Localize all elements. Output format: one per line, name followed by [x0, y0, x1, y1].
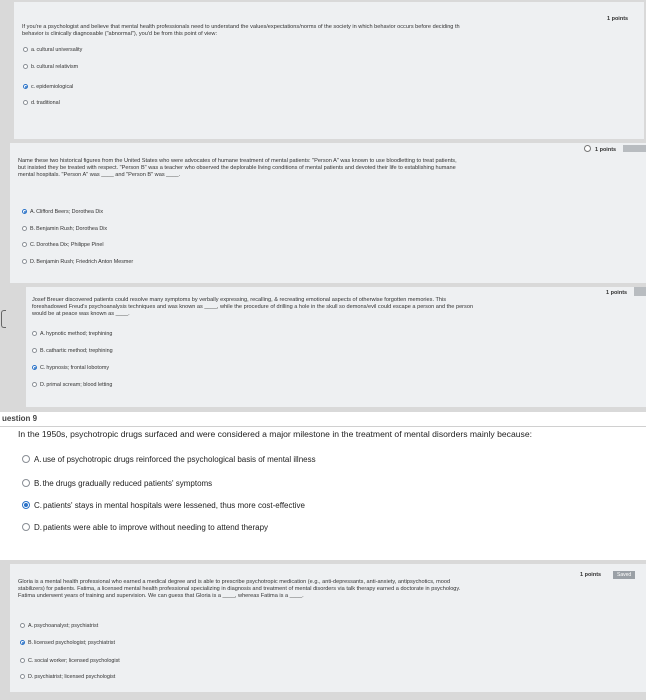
option-letter: D. [40, 381, 46, 388]
option-b[interactable] [32, 346, 113, 355]
question-card-4 [0, 412, 646, 560]
question-card-3 [26, 287, 646, 407]
radio-button[interactable] [22, 479, 30, 487]
option-a[interactable] [32, 329, 112, 338]
question-text [32, 297, 473, 318]
option-letter: C. [34, 500, 42, 510]
question-text-line: foreshadowed Freud's psychoanalysis techniques and was known as ____, while the procedure of drilling a hole in the skull so demons/evil could escape a person and the person [32, 304, 474, 310]
points-label: 1 points [606, 290, 628, 296]
option-label: Benjamin Rush; Friedrich Anton Mesmer [36, 258, 134, 265]
question-text-line: Name these two historical figures from the United States who were advocates of humane treatment of mental patients: "Person A" was known to use bloodletting to treat patients, [18, 158, 457, 164]
saved-indicator [623, 145, 646, 152]
option-letter: D. [30, 258, 36, 265]
question-text-line: Fatima underwent years of training and supervision. We can guess that Gloria is a ____, whereas Fatima is a ____. [18, 593, 304, 599]
points-label: 1 points [580, 572, 602, 578]
left-bracket [1, 310, 6, 328]
question-card-1 [14, 2, 644, 139]
option-d[interactable] [23, 98, 60, 107]
option-label: epidemiological [36, 83, 74, 90]
option-letter: B. [28, 639, 34, 646]
question-text-line: mental hospitals. "Person A" was ____ and "Person B" was ____. [18, 172, 181, 178]
flag-icon[interactable] [584, 145, 591, 152]
option-label: traditional [36, 99, 60, 106]
option-b[interactable] [23, 62, 78, 71]
radio-button[interactable] [32, 348, 37, 353]
saved-indicator: Saved [613, 571, 635, 579]
radio-button[interactable] [20, 658, 25, 663]
option-letter: a. [31, 46, 36, 53]
option-letter: b. [31, 63, 36, 70]
option-label: patients' stays in mental hospitals were lessened, thus more cost-effective [43, 500, 305, 510]
option-label: cultural relativism [36, 63, 79, 70]
divider [0, 426, 646, 427]
question-text: In the 1950s, psychotropic drugs surfaced and were considered a major milestone in the treatment of mental disorders mainly because: [18, 429, 532, 439]
option-label: hypnotic method; trephining [46, 330, 113, 337]
option-letter: C. [28, 657, 34, 664]
option-label: licensed psychologist; psychiatrist [34, 639, 115, 646]
radio-button-selected[interactable] [23, 84, 28, 89]
option-label: psychoanalyst; psychiatrist [34, 622, 99, 629]
radio-button-selected[interactable] [22, 209, 27, 214]
radio-button-selected[interactable] [20, 640, 25, 645]
radio-button[interactable] [20, 623, 25, 628]
question-number: uestion 9 [2, 414, 38, 423]
option-a[interactable] [23, 45, 82, 54]
question-text-line: would be at peace was known as ____. [32, 311, 130, 317]
option-letter: D. [28, 673, 34, 680]
option-letter: A. [30, 208, 36, 215]
option-label: psychiatrist; licensed psychologist [34, 673, 116, 680]
question-text-line: If you're a psychologist and believe that mental health professionals need to understand the values/expectations/norms of the society in which behavior occurs before deciding th [22, 24, 460, 30]
option-label: Dorothea Dix; Philippe Pinel [36, 241, 104, 248]
question-text [18, 579, 460, 600]
points-label: 1 points [595, 147, 617, 153]
option-label: social worker; licensed psychologist [34, 657, 120, 664]
option-d[interactable] [22, 257, 133, 266]
option-letter: B. [30, 225, 36, 232]
radio-button[interactable] [32, 331, 37, 336]
option-letter: C. [40, 364, 46, 371]
radio-button[interactable] [20, 674, 25, 679]
radio-button[interactable] [22, 455, 30, 463]
radio-button-selected[interactable] [32, 365, 37, 370]
option-c[interactable] [22, 240, 104, 249]
option-letter: B. [40, 347, 46, 354]
option-b[interactable] [20, 638, 115, 647]
option-label: hypnosis; frontal lobotomy [46, 364, 110, 371]
option-letter: d. [31, 99, 36, 106]
radio-button[interactable] [23, 100, 28, 105]
points-label: 1 points [607, 16, 629, 22]
saved-indicator [634, 287, 646, 296]
radio-button[interactable] [23, 47, 28, 52]
question-text-line: but insisted they be treated with respect. "Person B" was a teacher who observed the deplorable living conditions of mental patients and devoted their life to establishing humane [18, 165, 456, 171]
question-text-line: stabilizers) for patients. Fatima, a licensed mental health professional specializing in diagnosis and treatment of mental disorders via talk therapy earned a doctorate in psychology. [18, 586, 461, 592]
option-c[interactable] [32, 363, 109, 372]
radio-button-selected[interactable] [22, 501, 30, 509]
option-label: primal scream; blood letting [46, 381, 113, 388]
option-d[interactable] [32, 380, 112, 389]
option-letter: A. [28, 622, 34, 629]
option-d[interactable] [20, 672, 115, 681]
option-letter: A. [34, 454, 42, 464]
option-a[interactable] [20, 621, 98, 630]
radio-button[interactable] [32, 382, 37, 387]
option-a[interactable] [22, 207, 103, 216]
option-letter: C. [30, 241, 36, 248]
option-letter: D. [34, 522, 42, 532]
option-label: Benjamin Rush; Dorothea Dix [36, 225, 108, 232]
option-c[interactable] [23, 82, 73, 91]
option-b[interactable] [22, 477, 212, 489]
option-label: use of psychotropic drugs reinforced the psychological basis of mental illness [42, 454, 316, 464]
question-text-line: behavior is clinically diagnosable ("abnormal"), you'd be from this point of view: [22, 31, 218, 37]
question-text [18, 158, 457, 179]
radio-button[interactable] [22, 242, 27, 247]
option-c[interactable] [22, 499, 305, 511]
question-card-2 [10, 143, 646, 283]
question-card-5 [10, 564, 646, 692]
question-text-line: Josef Breuer discovered patients could resolve many symptoms by verbally expressing, recalling, & recreating emotional aspects of otherwise forgotten memories. This [32, 297, 447, 303]
radio-button[interactable] [22, 259, 27, 264]
radio-button[interactable] [23, 64, 28, 69]
option-a[interactable] [22, 453, 316, 465]
option-label: patients were able to improve without needing to attend therapy [43, 522, 269, 532]
option-label: the drugs gradually reduced patients' symptoms [42, 478, 213, 488]
option-letter: c. [31, 83, 36, 90]
option-label: cathartic method; trephining [46, 347, 113, 354]
question-text [22, 24, 460, 38]
option-label: Clifford Beers; Dorothea Dix [36, 208, 104, 215]
option-letter: B. [34, 478, 42, 488]
option-label: cultural universality [36, 46, 83, 53]
option-letter: A. [40, 330, 46, 337]
option-b[interactable] [22, 224, 107, 233]
radio-button[interactable] [22, 226, 27, 231]
option-d[interactable] [22, 521, 268, 533]
question-text-line: Gloria is a mental health professional who earned a medical degree and is able to prescribe psychotropic medication (e.g., anti-depressants, anti-anxiety, antipsychotics, mood [18, 579, 451, 585]
radio-button[interactable] [22, 523, 30, 531]
option-c[interactable] [20, 656, 120, 665]
